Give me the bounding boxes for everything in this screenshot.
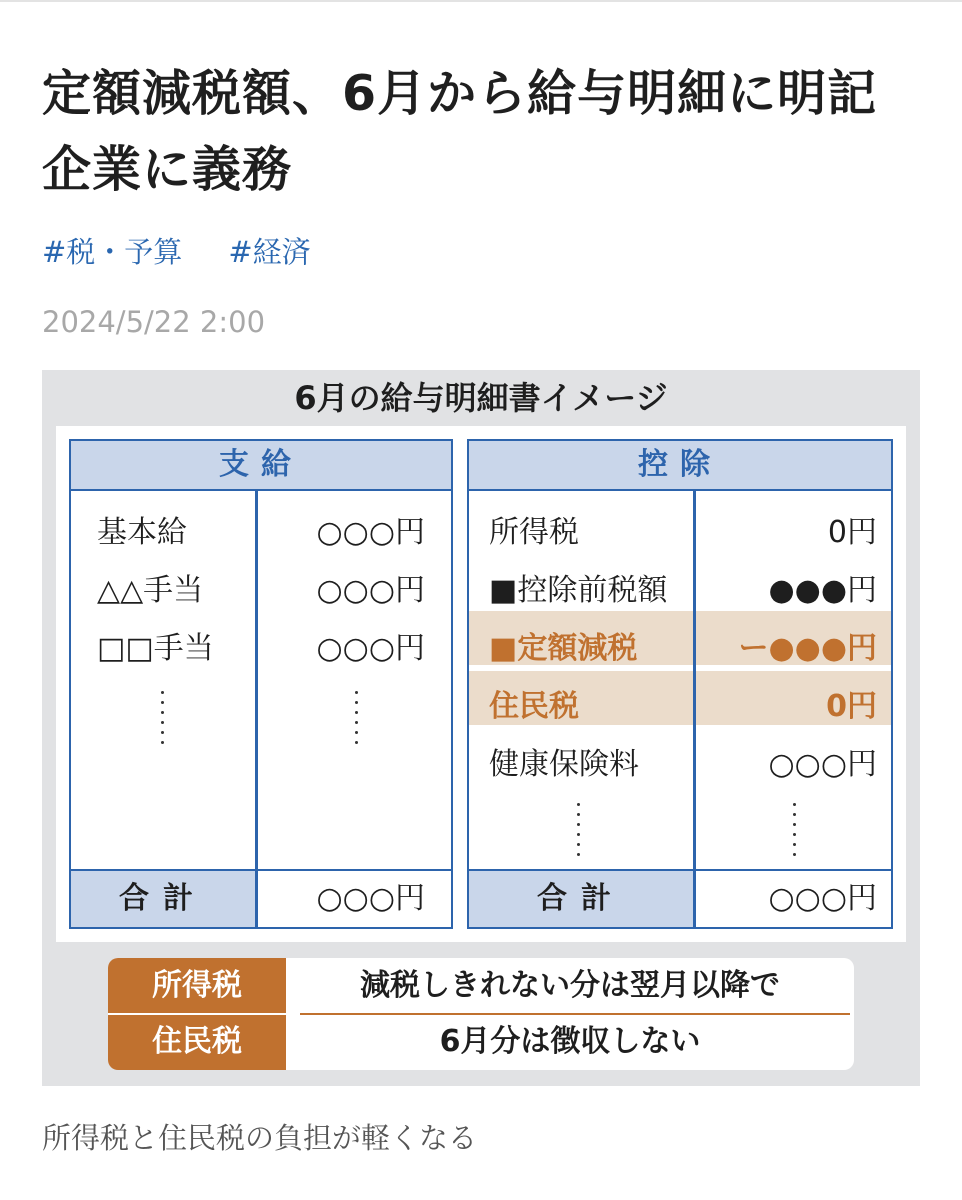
note-tag-resident-tax: 住民税 xyxy=(108,1014,286,1070)
deductions-row-value: 0円 xyxy=(827,515,877,550)
deductions-total-label: 合計 xyxy=(469,871,693,927)
payments-row-value: ○○○円 xyxy=(316,515,425,550)
deductions-row-label: ■控除前税額 xyxy=(489,573,668,608)
figure-title: 6月の給与明細書イメージ xyxy=(294,379,668,417)
deductions-row-value: ○○○円 xyxy=(768,747,877,782)
payments-table xyxy=(69,439,453,929)
payments-row-value: ○○○円 xyxy=(316,573,425,608)
vertical-ellipsis xyxy=(355,691,359,751)
payslip-figure[interactable] xyxy=(42,370,920,1086)
top-divider xyxy=(0,0,962,2)
payments-header: 支給 xyxy=(71,441,451,491)
payments-total-label: 合計 xyxy=(71,871,255,927)
deductions-row-value: ー●●●円 xyxy=(738,631,877,666)
deductions-row-label: 健康保険料 xyxy=(489,747,639,782)
payments-total-value: ○○○円 xyxy=(316,881,425,916)
payments-divider xyxy=(255,491,258,927)
figure-caption: 所得税と住民税の負担が軽くなる xyxy=(42,1121,478,1155)
note-tag-income-tax: 所得税 xyxy=(108,958,286,1014)
vertical-ellipsis xyxy=(161,691,165,751)
deductions-total-divider xyxy=(693,871,696,927)
deductions-divider xyxy=(693,491,696,927)
payments-row-label: □□手当 xyxy=(97,631,214,666)
deductions-row-label: 住民税 xyxy=(489,689,579,724)
vertical-ellipsis xyxy=(577,803,581,863)
payments-total-row xyxy=(71,869,451,927)
note-text-income-tax: 減税しきれない分は翌月以降で xyxy=(360,968,780,1003)
payments-row-label: 基本給 xyxy=(97,515,187,550)
tag-economy[interactable]: #経済 xyxy=(228,235,311,269)
note-tag-separator xyxy=(108,1013,286,1015)
notes-box xyxy=(108,958,854,1070)
payments-total-divider xyxy=(255,871,258,927)
payments-row-label: △△手当 xyxy=(97,573,204,608)
vertical-ellipsis xyxy=(793,803,797,863)
deductions-total-row xyxy=(469,869,891,927)
publish-date: 2024/5/22 2:00 xyxy=(42,305,266,339)
deductions-header: 控除 xyxy=(469,441,891,491)
tag-tax-budget[interactable]: #税・予算 xyxy=(42,235,183,269)
tag-list xyxy=(42,232,311,272)
article-title: 定額減税額、6月から給与明細に明記 企業に義務 xyxy=(42,65,928,198)
deductions-row-value: ●●●円 xyxy=(768,573,877,608)
deductions-table xyxy=(467,439,893,929)
deductions-row-label: 所得税 xyxy=(489,515,579,550)
deductions-row-label: ■定額減税 xyxy=(489,631,638,666)
figure-inner-panel xyxy=(56,426,906,942)
deductions-total-value: ○○○円 xyxy=(768,881,877,916)
payments-row-value: ○○○円 xyxy=(316,631,425,666)
deductions-row-value: 0円 xyxy=(826,689,877,724)
note-text-resident-tax: 6月分は徴収しない xyxy=(439,1024,701,1059)
